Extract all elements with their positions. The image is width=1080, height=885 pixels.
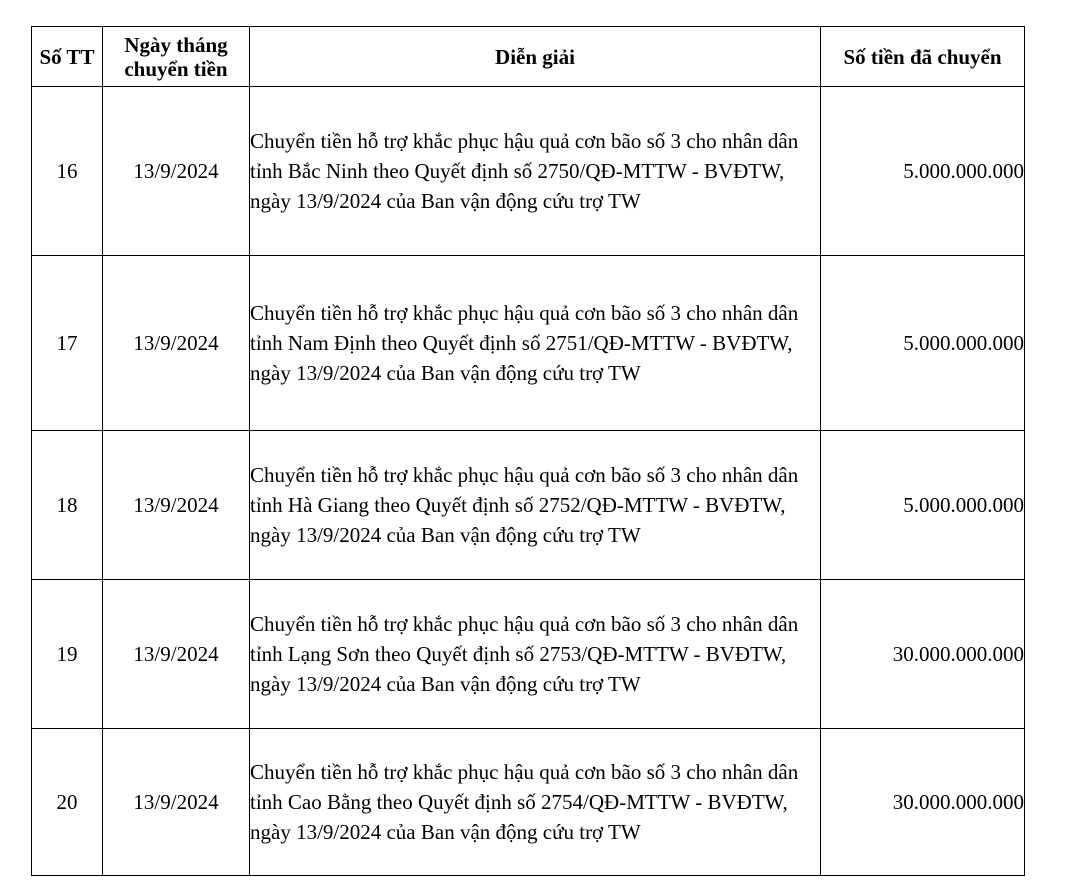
header-amount-transferred: Số tiền đã chuyển bbox=[821, 27, 1025, 87]
cell-amount: 5.000.000.000 bbox=[821, 256, 1025, 431]
cell-amount: 30.000.000.000 bbox=[821, 580, 1025, 729]
cell-description: Chuyển tiền hỗ trợ khắc phục hậu quả cơn bão số 3 cho nhân dân tỉnh Cao Bằng theo Quyết định số 2754/QĐ-MTTW - BVĐTW, ngày 13/9/2024 của Ban vận động cứu trợ TW bbox=[250, 729, 821, 876]
transfer-table bbox=[31, 26, 1025, 876]
cell-amount: 30.000.000.000 bbox=[821, 729, 1025, 876]
cell-serial-number: 19 bbox=[32, 580, 103, 729]
header-description: Diễn giải bbox=[250, 27, 821, 87]
cell-transfer-date: 13/9/2024 bbox=[103, 431, 250, 580]
table-row bbox=[32, 256, 1025, 431]
cell-serial-number: 16 bbox=[32, 87, 103, 256]
cell-serial-number: 18 bbox=[32, 431, 103, 580]
cell-transfer-date: 13/9/2024 bbox=[103, 87, 250, 256]
table-row bbox=[32, 729, 1025, 876]
cell-description: Chuyển tiền hỗ trợ khắc phục hậu quả cơn bão số 3 cho nhân dân tỉnh Hà Giang theo Quyết định số 2752/QĐ-MTTW - BVĐTW, ngày 13/9/2024 của Ban vận động cứu trợ TW bbox=[250, 431, 821, 580]
table-row bbox=[32, 580, 1025, 729]
cell-serial-number: 20 bbox=[32, 729, 103, 876]
header-serial-number: Số TT bbox=[32, 27, 103, 87]
cell-transfer-date: 13/9/2024 bbox=[103, 729, 250, 876]
cell-description: Chuyển tiền hỗ trợ khắc phục hậu quả cơn bão số 3 cho nhân dân tỉnh Lạng Sơn theo Quyết định số 2753/QĐ-MTTW - BVĐTW, ngày 13/9/2024 của Ban vận động cứu trợ TW bbox=[250, 580, 821, 729]
cell-amount: 5.000.000.000 bbox=[821, 87, 1025, 256]
cell-serial-number: 17 bbox=[32, 256, 103, 431]
cell-amount: 5.000.000.000 bbox=[821, 431, 1025, 580]
cell-transfer-date: 13/9/2024 bbox=[103, 580, 250, 729]
table-row bbox=[32, 87, 1025, 256]
cell-description: Chuyển tiền hỗ trợ khắc phục hậu quả cơn bão số 3 cho nhân dân tỉnh Nam Định theo Quyết định số 2751/QĐ-MTTW - BVĐTW, ngày 13/9/2024 của Ban vận động cứu trợ TW bbox=[250, 256, 821, 431]
table-header-row bbox=[32, 27, 1025, 87]
table-row bbox=[32, 431, 1025, 580]
cell-transfer-date: 13/9/2024 bbox=[103, 256, 250, 431]
header-transfer-date: Ngày tháng chuyển tiền bbox=[103, 27, 250, 87]
cell-description: Chuyển tiền hỗ trợ khắc phục hậu quả cơn bão số 3 cho nhân dân tỉnh Bắc Ninh theo Quyết định số 2750/QĐ-MTTW - BVĐTW, ngày 13/9/2024 của Ban vận động cứu trợ TW bbox=[250, 87, 821, 256]
